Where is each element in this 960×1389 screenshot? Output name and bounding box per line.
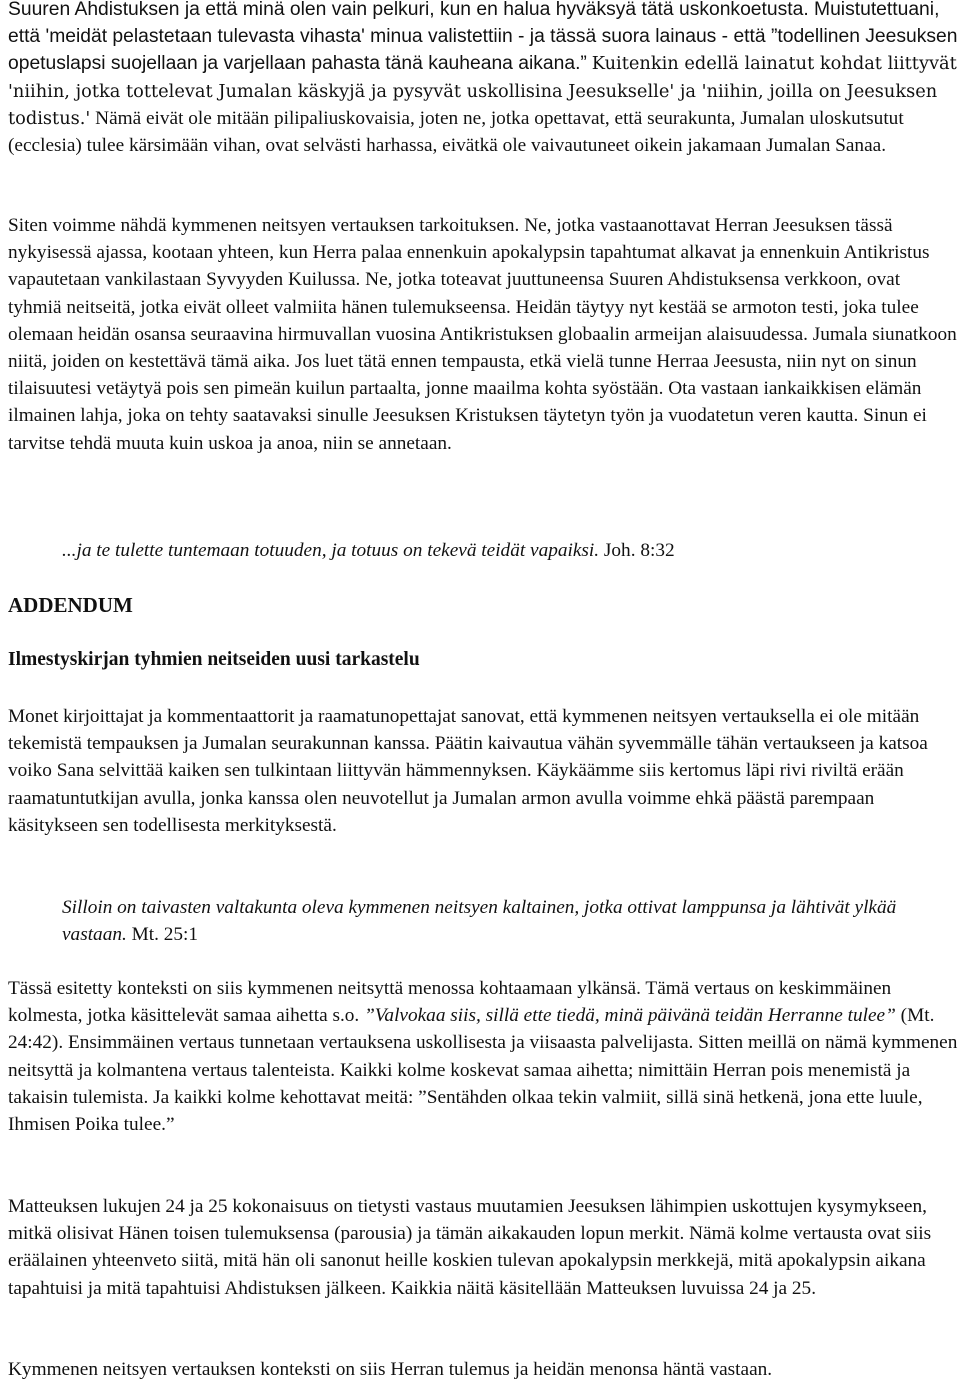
quote-matthew: [62, 894, 960, 948]
paragraph-intro-part-c: Nämä eivät ole mitään pilipaliuskovaisia, joten ne, jotka opettavat, että seurakunta, Jumalan uloskutsutut (ecclesia) tulee kärsimään vihan, ovat selvästi harhassa, eivätkä ole vaivautuneet oikein jakamaan Jumalan Sanaa.: [8, 107, 904, 157]
paragraph-context: [8, 975, 958, 1138]
paragraph-context-part-b: (Mt. 24:42). Ensimmäinen vertaus tunnetaan vertauksena uskollisesta ja viisaasta palvelijasta. Sitten meillä on nämä kymmenen neitsyttä ja kolmantena vertaus talenteista. Kaikki kolme koskevat samaa aihetta; nimittäin Herran pois menemistä ja takaisin tulemista. Ja kaikki kolme kehottavat meitä: ”Sentähden olkaa tekin valmiit, sillä sinä hetkenä, jona ette luule, Ihmisen Poika tulee.”: [8, 1005, 958, 1136]
paragraph-intro-part-a: Suuren Ahdistuksen ja että minä olen vain pelkuri, kun en halua hyväksyä tätä uskonkoetusta. Muistutettuani, että 'meidät pelastetaan tulevasta vihasta' minua valistettiin - ja tässä suora lainaus - että ”todellinen Jeesuksen opetuslapsi suojellaan ja varjellaan pahasta tänä kauheana aikana.”: [8, 0, 958, 75]
quote-matthew-text: Silloin on taivasten valtakunta oleva kymmenen neitsyen kaltainen, jotka ottivat lamppunsa ja lähtivät ylkää vastaan.: [62, 897, 897, 946]
quote-john: [62, 537, 675, 564]
paragraph-parable-purpose: Siten voimme nähdä kymmenen neitsyen vertauksen tarkoituksen. Ne, jotka vastaanottavat Herran Jeesuksen tässä nykyisessä ajassa, kootaan yhteen, kun Herra palaa ennenkuin apokalypsin tapahtumat alkavat ja ennenkuin Antikristus vapautetaan vankilastaan Syvyyden Kuilussa. Ne, jotka toteavat juuttuneensa Suuren Ahdistuksensa verkkoon, ovat tyhmiä neitseitä, jotka eivät olleet valmiita hänen tulemukseensa. Heidän täytyy nyt kestää se armoton testi, joka tulee olemaan heidän osansa seuraavina hirmuvallan vuosina Antikristuksen globaalin armeijan alaisuudessa. Jumala siunatkoon niitä, joiden on kestettävä tämä aika. Jos luet tätä ennen tempausta, etkä vielä tunne Herraa Jeesusta, niin nyt on sinun tilaisuutesi vetäytyä pois sen pimeän kuilun partaalta, jonne maailma kohta syöstään. Ota vastaan iankaikkisen elämän ilmainen lahja, joka on tehty saatavaksi sinulle Jeesuksen Kristuksen täytetyn työn ja vuodatetun veren kautta. Sinun ei tarvitse tehdä muuta kuin uskoa ja anoa, niin se annetaan.: [8, 215, 957, 454]
paragraph-commentators: Monet kirjoittajat ja kommentaattorit ja raamatunopettajat sanovat, että kymmenen neitsyen vertauksella ei ole mitään tekemistä tempauksen ja Jumalan seurakunnan kanssa. Päätin kaivautua vähän syvemmälle tähän vertaukseen ja katsoa voiko Sana selvittää kaiken sen tulkintaan liittyvän hämmennyksen. Käykäämme siis kertomus läpi rivi riviltä erään raamatuntutkijan avulla, jonka kanssa olen neuvotellut ja Jumalan armon avulla voimme ehkä päästä parempaan käsitykseen sen todellisesta merkityksestä.: [8, 706, 928, 836]
paragraph-intro: [8, 0, 958, 159]
paragraph-matthew-chapters: Matteuksen lukujen 24 ja 25 kokonaisuus on tietysti vastaus muutamien Jeesuksen lähimpien uskottujen kysymykseen, mitkä olisivat Hänen toisen tulemuksensa (parousia) ja tämän aikakauden lopun merkit. Nämä kolme vertausta ovat siis eräälainen yhteenveto siitä, mitä hän oli sanonut heille koskien tulevan apokalypsin merkkejä, mitä apokalypsin aikana tapahtuisi ja mitä tapahtuisi Ahdistuksen jälkeen. Kaikkia näitä käsitellään Matteuksen luvuissa 24 ja 25.: [8, 1196, 932, 1299]
paragraph-intro-part-b: Kuitenkin edellä lainatut kohdat liittyvät 'niihin, jotka tottelevat Jumalan käskyjä ja pysyvät uskollisina Jeesukselle' ja 'niihin, joilla on Jeesuksen todistus.': [8, 53, 957, 129]
paragraph-context-italic-quote: ”Valvokaa siis, sillä ette tiedä, minä päivänä teidän Herranne tulee”: [364, 1005, 896, 1027]
addendum-heading: ADDENDUM: [8, 593, 133, 617]
quote-matthew-reference: Mt. 25:1: [126, 924, 199, 946]
paragraph-context-part-a: Tässä esitetty konteksti on siis kymmenen neitsyttä menossa kohtaamaan ylkänsä. Tämä vertaus on keskimmäinen kolmesta, jotka käsittelevät samaa aihetta s.o.: [8, 978, 892, 1027]
paragraph-conclusion: Kymmenen neitsyen vertauksen konteksti on siis Herran tulemus ja heidän menonsa häntä vastaan.: [8, 1359, 773, 1380]
quote-john-text: ...ja te tulette tuntemaan totuuden, ja totuus on tekevä teidät vapaiksi.: [62, 540, 600, 561]
section-subheading: Ilmestyskirjan tyhmien neitseiden uusi tarkastelu: [8, 649, 420, 670]
quote-john-reference: Joh. 8:32: [599, 540, 675, 561]
